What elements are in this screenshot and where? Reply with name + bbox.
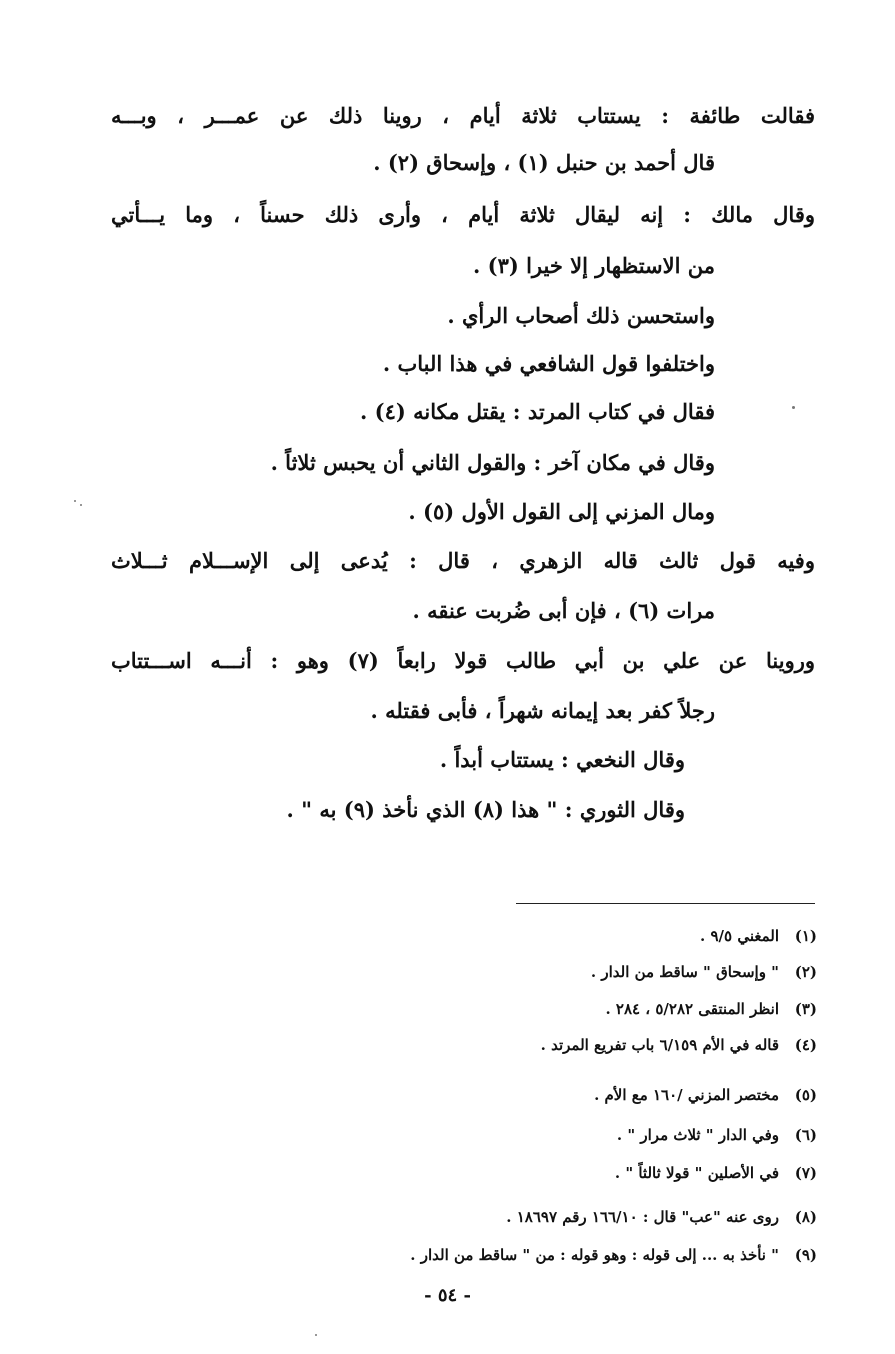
footnote-number: (٩) xyxy=(794,1246,817,1264)
body-line: وقال النخعي : يستتاب أبداً . xyxy=(439,747,685,772)
scan-speck xyxy=(315,1334,317,1336)
footnote-number: (٦) xyxy=(794,1126,817,1144)
body-line: فقالت طائفة : يستتاب ثلاثة أيام ، روينا ذلك عن عمـــر ، وبـــه xyxy=(111,103,815,128)
footnote xyxy=(410,1244,817,1266)
footnote-text: مختصر المزني /١٦٠ مع الأم . xyxy=(594,1086,779,1104)
body-line: وروينا عن علي بن أبي طالب قولا رابعاً (٧) وهو : أنـــه اســـتتاب xyxy=(111,648,815,673)
scan-speck xyxy=(80,504,82,506)
footnote xyxy=(615,1162,817,1184)
footnote-text: روى عنه "عب" قال : ١٦٦/١٠ رقم ١٨٦٩٧ . xyxy=(506,1208,779,1226)
body-line: ومال المزني إلى القول الأول (٥) . xyxy=(408,499,715,524)
footnote-number: (١) xyxy=(794,927,817,945)
footnote xyxy=(700,925,817,947)
footnote-number: (٣) xyxy=(794,1000,817,1018)
body-line: واختلفوا قول الشافعي في هذا الباب . xyxy=(382,351,715,376)
footnote-number: (٨) xyxy=(794,1208,817,1226)
footnote xyxy=(506,1206,817,1228)
body-line: وقال الثوري : " هذا (٨) الذي نأخذ (٩) به " . xyxy=(286,797,685,822)
footnote-text: المغني ٩/٥ . xyxy=(700,927,779,945)
footnote-text: في الأصلين " قولا ثالثاً " . xyxy=(614,1164,779,1182)
body-line: وفيه قول ثالث قاله الزهري ، قال : يُدعى إلى الإســـلام ثـــلاث xyxy=(111,548,815,573)
footnote xyxy=(594,1084,817,1106)
footnote xyxy=(591,961,817,983)
body-line: من الاستظهار إلا خيرا (٣) . xyxy=(473,253,715,278)
body-line: فقال في كتاب المرتد : يقتل مكانه (٤) . xyxy=(360,399,715,424)
footnote xyxy=(617,1124,817,1146)
scan-speck xyxy=(74,500,76,502)
footnote xyxy=(605,998,817,1020)
footnote-text: وفي الدار " ثلاث مرار " . xyxy=(616,1126,779,1144)
footnote xyxy=(541,1034,817,1056)
body-line: وقال في مكان آخر : والقول الثاني أن يحبس ثلاثاً . xyxy=(270,450,715,475)
body-line: وقال مالك : إنه ليقال ثلاثة أيام ، وأرى ذلك حسناً ، وما يـــأتي xyxy=(111,202,815,227)
body-line: رجلاً كفر بعد إيمانه شهراً ، فأبى فقتله . xyxy=(370,698,715,723)
footnote-number: (٥) xyxy=(794,1086,817,1104)
body-line: مرات (٦) ، فإن أبى ضُربت عنقه . xyxy=(412,598,715,623)
footnote-divider xyxy=(516,903,815,904)
footnote-number: (٧) xyxy=(794,1164,817,1182)
scan-speck xyxy=(792,406,795,409)
footnote-text: انظر المنتقى ٥/٢٨٢ ، ٢٨٤ . xyxy=(605,1000,779,1018)
page-number: - ٥٤ - xyxy=(424,1285,471,1306)
footnote-number: (٢) xyxy=(794,963,817,981)
body-line: قال أحمد بن حنبل (١) ، وإسحاق (٢) . xyxy=(373,150,715,175)
body-line: واستحسن ذلك أصحاب الرأي . xyxy=(447,303,715,328)
footnote-text: قاله في الأم ٦/١٥٩ باب تفريع المرتد . xyxy=(540,1036,779,1054)
footnote-number: (٤) xyxy=(794,1036,817,1054)
footnote-text: " وإسحاق " ساقط من الدار . xyxy=(590,963,779,981)
footnote-text: " نأخذ به ... إلى قوله : وهو قوله : من " ساقط من الدار . xyxy=(410,1246,779,1264)
